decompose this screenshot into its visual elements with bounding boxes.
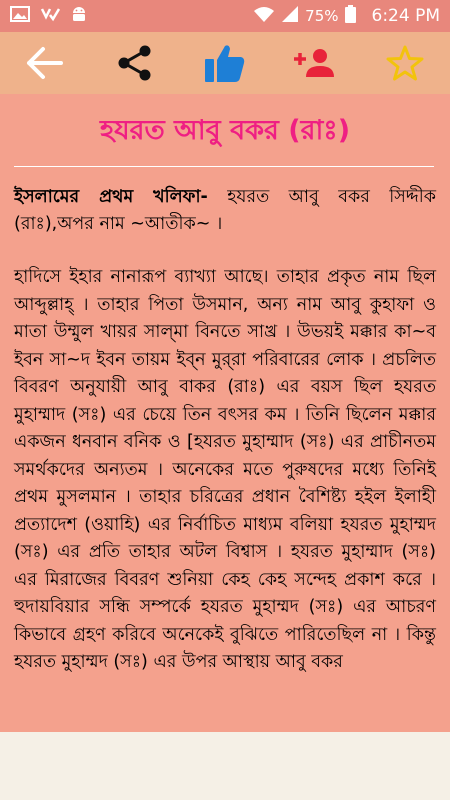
- title-divider: [14, 166, 434, 167]
- article-body: হাদিসে ইহার নানারূপ ব্যাখ্যা আছে। তাহার প্রকৃত নাম ছিল আব্দুল্লাহ্ । তাহার পিতা উসমান, অন্য নাম আবু কুহাফা ও মাতা উম্মুল খায়র সাল্‌মা বিনতে সাখ্র । উভয়ই মক্কার কা~ব ইবন সা~দ ইবন তায়ম ইব্‌ন মুর্‌রা পরিবারের লোক । প্রচলিত বিবরণ অনুযায়ী আবু বাকর (রাঃ) এর বয়স ছিল হযরত মুহাম্মাদ (সঃ) এর চেয়ে তিন বৎসর কম । তিনি ছিলেন মক্কার একজন ধনবান বনিক ও [হযরত মুহাম্মাদ (সঃ) এর প্রাচীনতম সমর্থকদের অন্যতম । অনেকের মতে পুরুষদের মধ্যে তিনিই প্রথম মুসলমান । তাহার চরিত্রের প্রধান বৈশিষ্ট্য হইল ইলাহী প্রত্যাদেশ (ওয়াহি) এর নির্বাচিত মাধ্যম বলিয়া হযরত মুহাম্মদ (সঃ) এর প্রতি তাহার অটল বিশ্বাস । হযরত মুহাম্মাদ (সঃ) এর মিরাজের বিবরণ শুনিয়া কেহ কেহ সন্দেহ প্রকাশ করে । হুদায়বিয়ার সন্ধি সম্পর্কে হযরত মুহাম্মদ (সঃ) এর আচরণ কিভাবে গ্রহণ করিবে অনেকেই বুঝিতে পারিতেছিল না । কিন্তু হযরত মুহাম্মদ (সঃ) এর উপর আস্থায় আবু বকর: [14, 267, 436, 672]
- star-icon: [386, 45, 424, 81]
- back-button[interactable]: [15, 38, 75, 88]
- image-icon: [10, 6, 30, 26]
- thumbs-up-icon: [204, 43, 246, 83]
- action-toolbar: [0, 32, 450, 94]
- battery-level: 75%: [305, 7, 339, 25]
- share-icon: [116, 44, 154, 82]
- like-button[interactable]: [195, 38, 255, 88]
- clock: 6:24 PM: [371, 6, 440, 26]
- signal-icon: [281, 5, 299, 27]
- article-content[interactable]: [0, 94, 450, 732]
- intro-heading: ইসলামের প্রথম খলিফা-: [14, 187, 208, 207]
- favorite-button[interactable]: [375, 38, 435, 88]
- battery-icon: [345, 5, 356, 27]
- wifi-icon: [253, 6, 275, 26]
- add-person-icon: [292, 48, 338, 78]
- article-title: হযরত আবু বকর (রাঃ): [99, 115, 351, 146]
- check-icon: [40, 5, 60, 27]
- add-person-button[interactable]: [285, 38, 345, 88]
- android-icon: [70, 5, 88, 27]
- share-button[interactable]: [105, 38, 165, 88]
- article-intro: [14, 184, 436, 238]
- status-bar: [0, 0, 450, 32]
- intro-text: হযরত আবু বকর সিদ্দীক (রাঃ),অপর নাম ~আতীক~ ।: [14, 187, 436, 234]
- bottom-area: [0, 732, 450, 800]
- back-arrow-icon: [25, 46, 65, 80]
